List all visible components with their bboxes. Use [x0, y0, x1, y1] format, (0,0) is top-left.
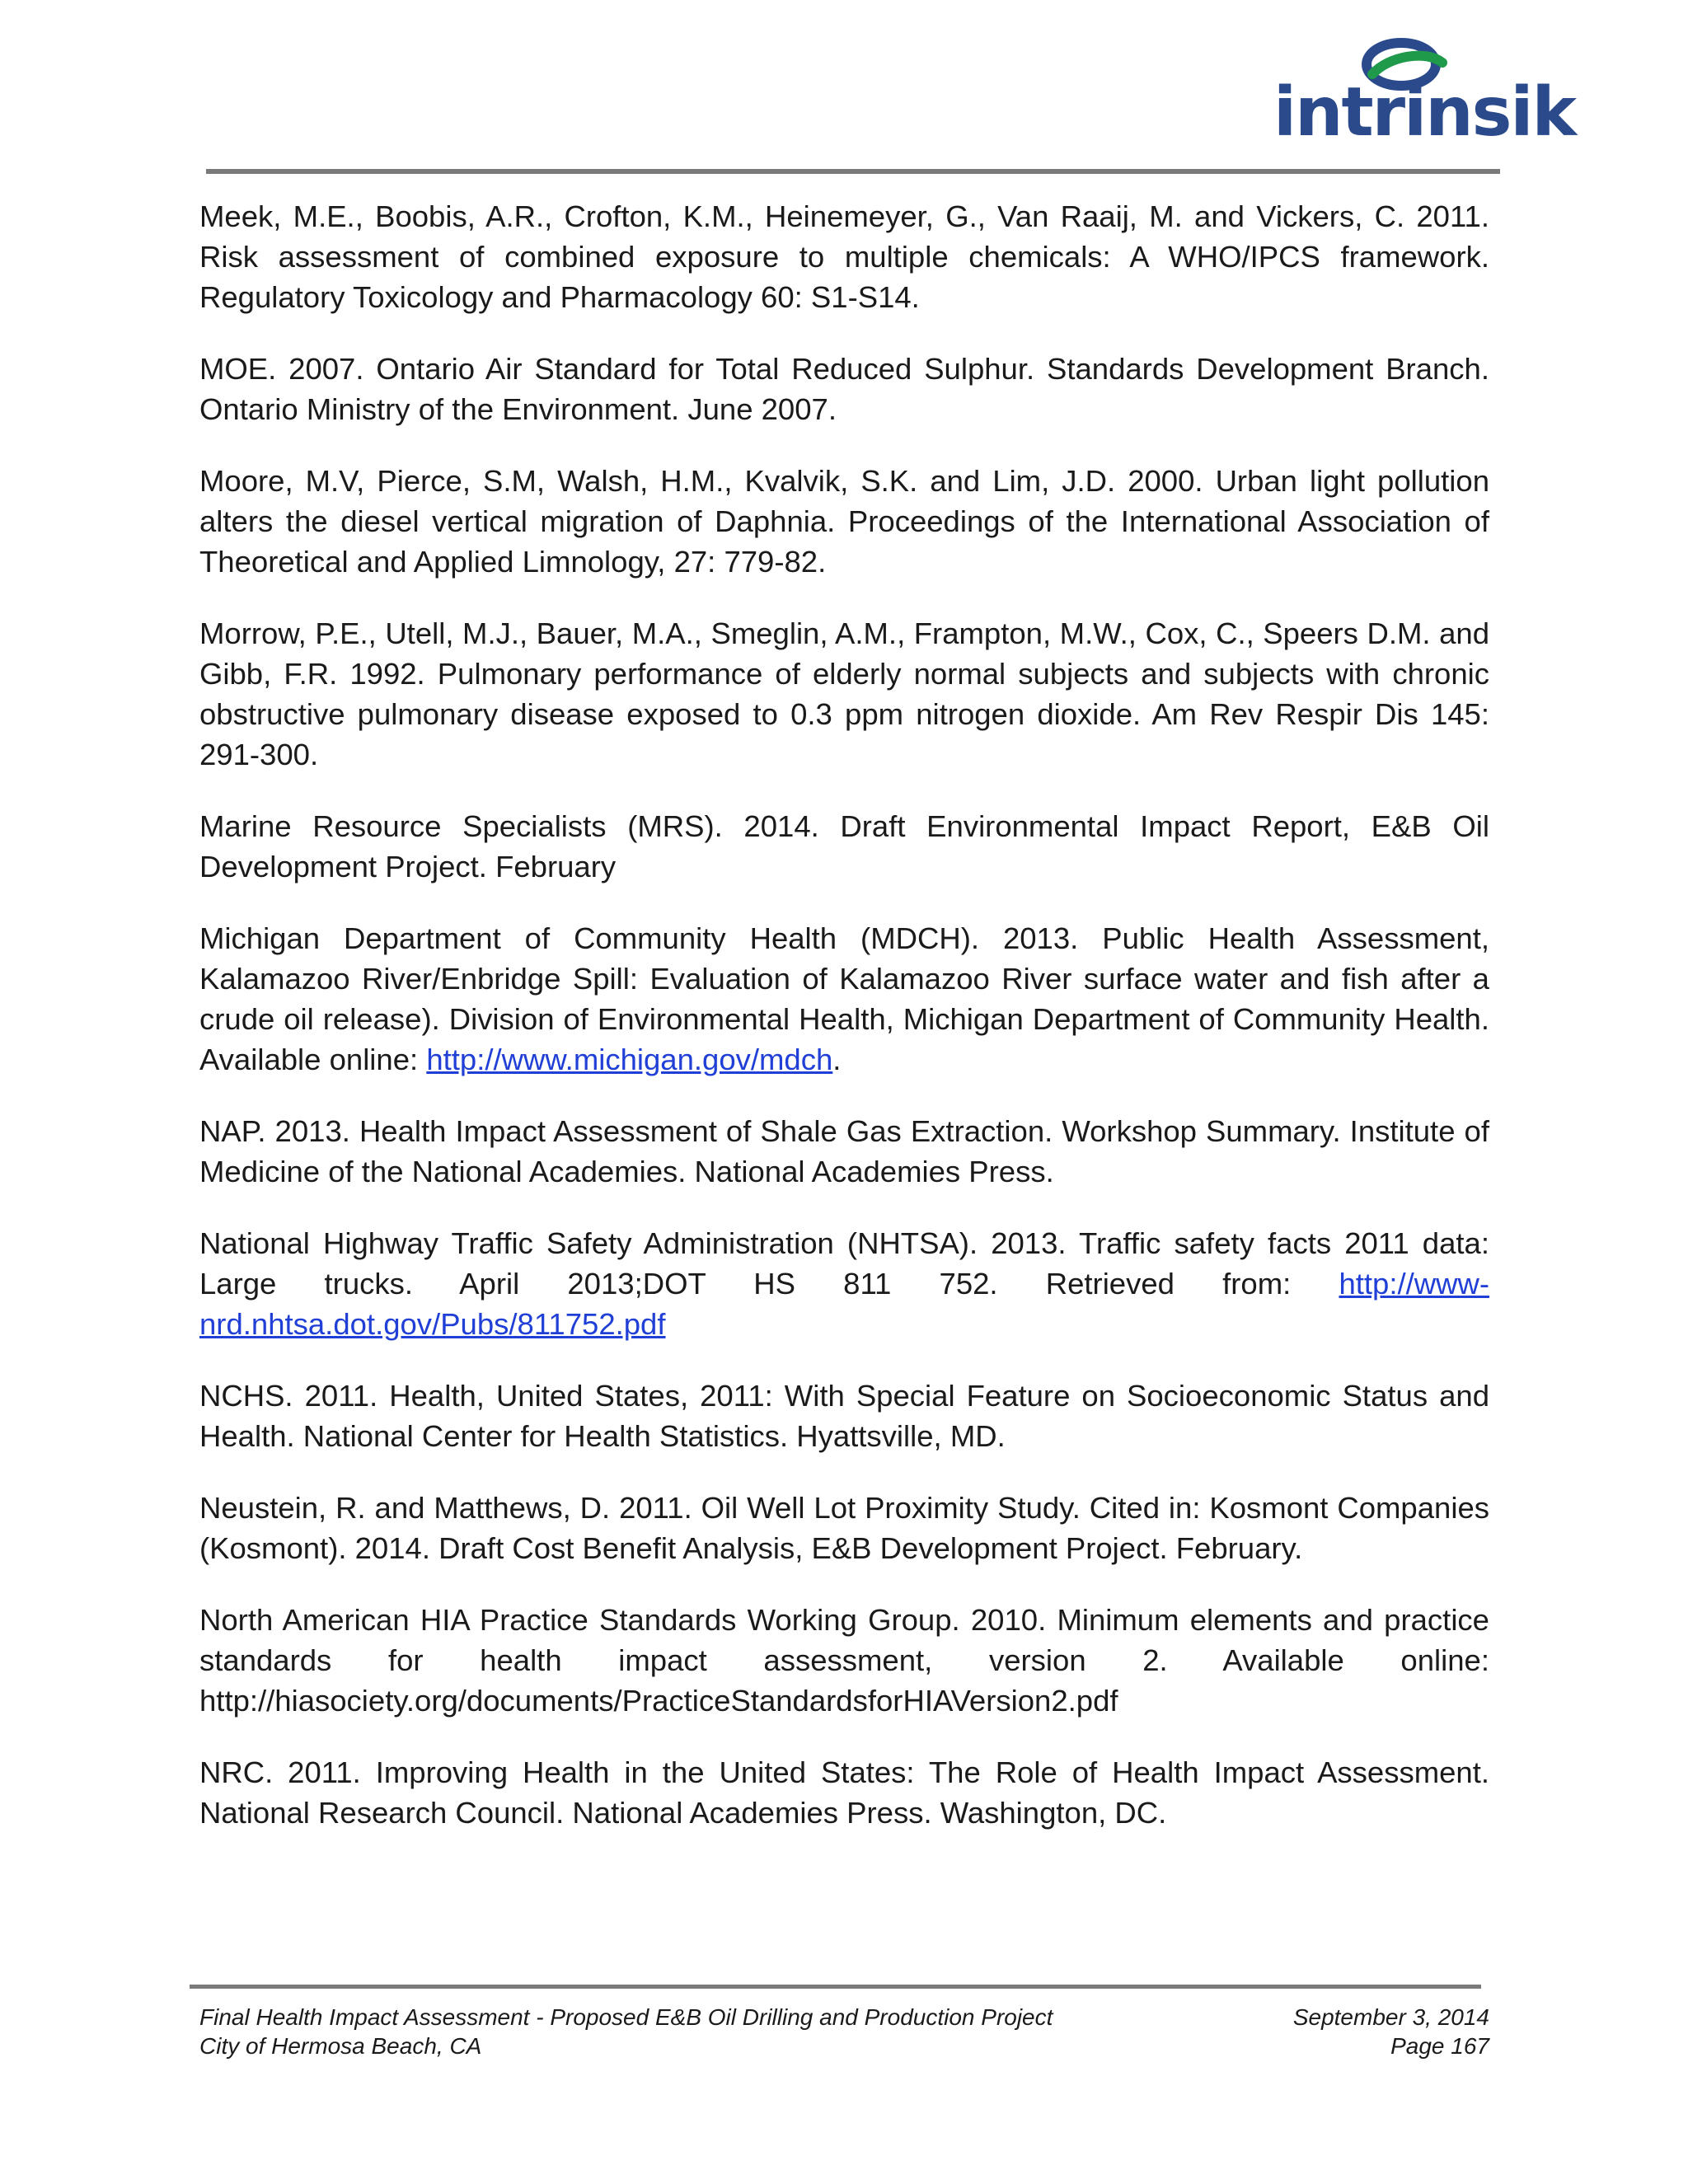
reference-entry: MOE. 2007. Ontario Air Standard for Total Reduced Sulphur. Standards Development Branch. Ontario Ministry of the Environment. June 2007.: [199, 352, 1489, 426]
footer-date: September 3, 2014: [1292, 2004, 1489, 2030]
reference-entry: Neustein, R. and Matthews, D. 2011. Oil Well Lot Proximity Study. Cited in: Kosmont Companies (Kosmont). 2014. Draft Cost Benefit Analysis, E&B Development Project. February.: [199, 1491, 1489, 1565]
page-footer: [199, 2003, 1489, 2060]
mdch-link[interactable]: http://www.michigan.gov/mdch: [426, 1043, 833, 1076]
reference-entry: Marine Resource Specialists (MRS). 2014. Draft Environmental Impact Report, E&B Oil Development Project. February: [199, 809, 1489, 883]
reference-entry: Meek, M.E., Boobis, A.R., Crofton, K.M., Heinemeyer, G., Van Raaij, M. and Vickers, C. 2011. Risk assessment of combined exposure to multiple chemicals: A WHO/IPCS framework. Regulatory Toxicology and Pharmacology 60: S1-S14.: [199, 199, 1489, 314]
reference-entry: NCHS. 2011. Health, United States, 2011: With Special Feature on Socioeconomic Status and Health. National Center for Health Statistics. Hyattsville, MD.: [199, 1379, 1489, 1453]
logo-wordmark: intrinsik: [1273, 73, 1576, 152]
nhtsa-link[interactable]: http://www-nrd.nhtsa.dot.gov/Pubs/811752.pdf: [199, 1267, 1489, 1341]
header-divider: [206, 169, 1500, 174]
reference-entry: NRC. 2011. Improving Health in the United States: The Role of Health Impact Assessment. National Research Council. National Academies Press. Washington, DC.: [199, 1755, 1489, 1830]
reference-entry: National Highway Traffic Safety Administration (NHTSA). 2013. Traffic safety facts 2011 data: Large trucks. April 2013;DOT HS 811 752. Retrieved from: http://www-nrd.nhtsa.dot.gov/Pubs/811752.pdf: [199, 1226, 1489, 1341]
footer-location: City of Hermosa Beach, CA: [199, 2033, 482, 2059]
intrinsik-logo: [1273, 31, 1576, 152]
footer-page-number: Page 167: [1390, 2033, 1489, 2059]
reference-entry: Michigan Department of Community Health (MDCH). 2013. Public Health Assessment, Kalamazoo River/Enbridge Spill: Evaluation of Kalamazoo River surface water and fish after a crude oil release). Division of Environmental Health, Michigan Department of Community Health. Available online: http://www.michigan.gov/mdch.: [199, 921, 1489, 1076]
reference-entry: North American HIA Practice Standards Working Group. 2010. Minimum elements and practice standards for health impact assessment, version 2. Available online: http://hiasociety.org/documents/PracticeStandardsforHIAVersion2.pdf: [199, 1603, 1489, 1718]
footer-document-title: Final Health Impact Assessment - Proposed E&B Oil Drilling and Production Project: [199, 2004, 1053, 2030]
footer-divider: [190, 1985, 1481, 1989]
reference-entry: NAP. 2013. Health Impact Assessment of Shale Gas Extraction. Workshop Summary. Institute of Medicine of the National Academies. National Academies Press.: [199, 1114, 1489, 1188]
reference-entry: Morrow, P.E., Utell, M.J., Bauer, M.A., Smeglin, A.M., Frampton, M.W., Cox, C., Speers D.M. and Gibb, F.R. 1992. Pulmonary performance of elderly normal subjects and subjects with chronic obstructive pulmonary disease exposed to 0.3 ppm nitrogen dioxide. Am Rev Respir Dis 145: 291-300.: [199, 616, 1489, 771]
reference-entry: Moore, M.V, Pierce, S.M, Walsh, H.M., Kvalvik, S.K. and Lim, J.D. 2000. Urban light pollution alters the diesel vertical migration of Daphnia. Proceedings of the International Association of Theoretical and Applied Limnology, 27: 779-82.: [199, 464, 1489, 579]
reference-list: [199, 196, 1489, 1864]
